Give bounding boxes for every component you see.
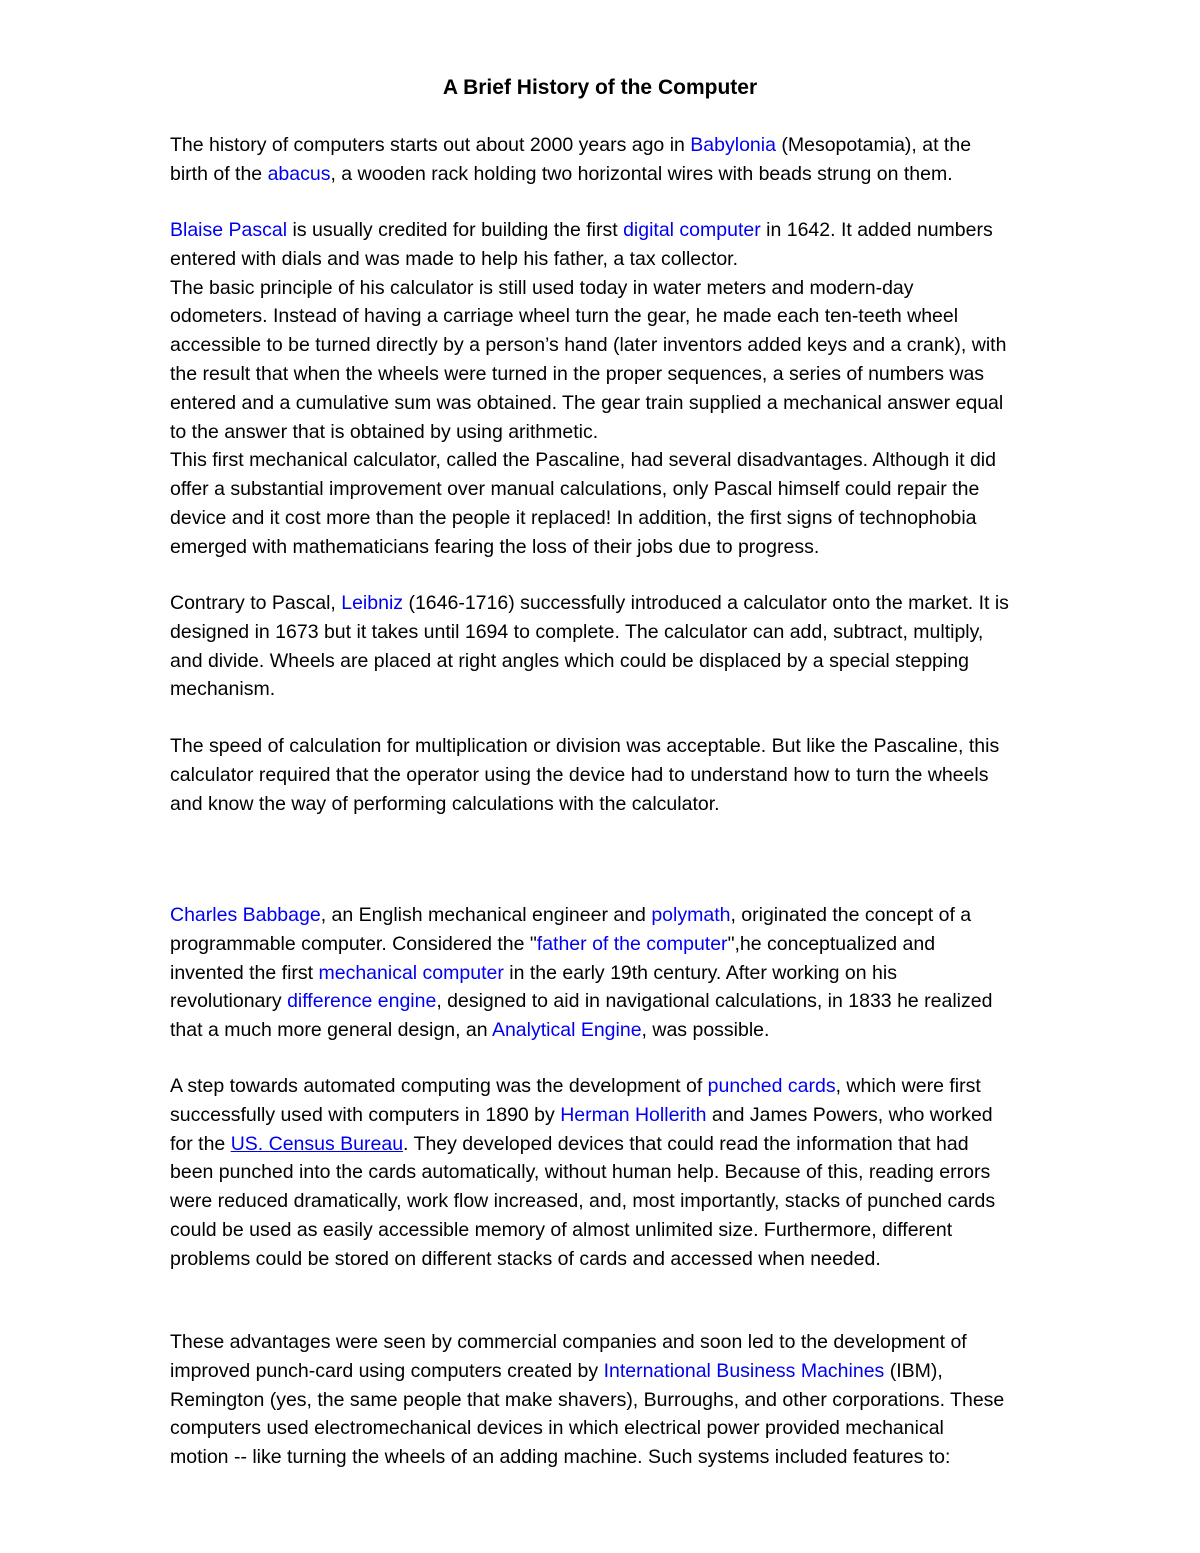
text-line: been punched into the cards automatically, without human help. Because of this, reading errors xyxy=(170,1161,991,1184)
text-line: for the US. Census Bureau. They developed devices that could read the information that had xyxy=(170,1132,969,1155)
link-abacus[interactable]: abacus xyxy=(267,162,331,185)
text-line: birth of the abacus, a wooden rack holding two horizontal wires with beads strung on them. xyxy=(170,162,953,185)
text-line: device and it cost more than the people it replaced! In addition, the first signs of technophobia xyxy=(170,506,977,529)
text-line: offer a substantial improvement over manual calculations, only Pascal himself could repair the xyxy=(170,478,980,501)
link-ibm[interactable]: International Business Machines xyxy=(603,1359,885,1382)
link-babylonia[interactable]: Babylonia xyxy=(690,134,776,156)
text-line: accessible to be turned directly by a person’s hand (later inventors added keys and a crank), with xyxy=(170,334,1007,357)
text-line: The speed of calculation for multiplication or division was acceptable. But like the Pascaline, this xyxy=(170,735,1000,757)
link-analytical-engine[interactable]: Analytical Engine xyxy=(491,1019,642,1042)
paragraph-babbage xyxy=(170,901,1110,1045)
text-line: Contrary to Pascal, Leibniz (1646-1716) successfully introduced a calculator onto the market. It is xyxy=(170,592,1009,614)
text-line: computers used electromechanical devices in which electrical power provided mechanical xyxy=(170,1417,944,1440)
paragraph-pascal xyxy=(170,216,1110,562)
text-line: These advantages were seen by commercial companies and soon led to the development of xyxy=(170,1331,967,1353)
link-us-census-bureau[interactable]: US. Census Bureau xyxy=(230,1132,404,1155)
text-line: A step towards automated computing was the development of punched cards, which were first xyxy=(170,1075,981,1097)
text-line: could be used as easily accessible memory of almost unlimited size. Furthermore, different xyxy=(170,1218,953,1241)
link-mechanical-computer[interactable]: mechanical computer xyxy=(318,961,504,984)
text-line: This first mechanical calculator, called the Pascaline, had several disadvantages. Although it did xyxy=(170,449,996,472)
text-line: that a much more general design, an Analytical Engine, was possible. xyxy=(170,1019,770,1042)
text-line: odometers. Instead of having a carriage wheel turn the gear, he made each ten-teeth wheel xyxy=(170,305,959,328)
text-line: motion -- like turning the wheels of an adding machine. Such systems included features to: xyxy=(170,1446,951,1469)
link-charles-babbage[interactable]: Charles Babbage xyxy=(170,904,321,926)
paragraph-punched-cards xyxy=(170,1072,1110,1274)
link-difference-engine[interactable]: difference engine xyxy=(287,990,437,1013)
text-line: entered with dials and was made to help his father, a tax collector. xyxy=(170,247,738,270)
text-line: improved punch-card using computers created by International Business Machines (IBM), xyxy=(170,1359,943,1382)
text-line: revolutionary difference engine, designed to aid in navigational calculations, in 1833 he realized xyxy=(170,990,993,1013)
text-line: designed in 1673 but it takes until 1694 to complete. The calculator can add, subtract, multiply, xyxy=(170,620,984,643)
link-herman-hollerith[interactable]: Herman Hollerith xyxy=(560,1103,707,1126)
link-blaise-pascal[interactable]: Blaise Pascal xyxy=(170,219,288,241)
text-line: The history of computers starts out about 2000 years ago in Babylonia (Mesopotamia), at the xyxy=(170,134,972,156)
text-line: problems could be stored on different stacks of cards and accessed when needed. xyxy=(170,1247,881,1270)
text-line: and know the way of performing calculations with the calculator. xyxy=(170,792,720,815)
link-leibniz[interactable]: Leibniz xyxy=(341,592,404,614)
text-line: mechanism. xyxy=(170,678,276,701)
text-line: entered and a cumulative sum was obtained. The gear train supplied a mechanical answer equal xyxy=(170,391,1004,414)
link-polymath[interactable]: polymath xyxy=(651,904,731,926)
text-line: Charles Babbage, an English mechanical engineer and polymath, originated the concept of a xyxy=(170,904,972,926)
text-line: were reduced dramatically, work flow increased, and, most importantly, stacks of punched cards xyxy=(170,1190,996,1213)
link-father-of-the-computer[interactable]: father of the computer xyxy=(536,932,728,955)
text-line: invented the first mechanical computer in the early 19th century. After working on his xyxy=(170,961,897,984)
text-line: to the answer that is obtained by using arithmetic. xyxy=(170,420,599,443)
text-line: emerged with mathematicians fearing the loss of their jobs due to progress. xyxy=(170,535,820,558)
text-line: the result that when the wheels were turned in the proper sequences, a series of numbers was xyxy=(170,362,985,385)
paragraph-commercial xyxy=(170,1328,1110,1472)
text-line: Blaise Pascal is usually credited for building the first digital computer in 1642. It added numbers xyxy=(170,219,993,241)
text-line: programmable computer. Considered the "father of the computer",he conceptualized and xyxy=(170,932,936,955)
text-line: Remington (yes, the same people that make shavers), Burroughs, and other corporations. These xyxy=(170,1388,1005,1411)
text-line: The basic principle of his calculator is still used today in water meters and modern-day xyxy=(170,276,914,299)
text-line: calculator required that the operator using the device had to understand how to turn the wheels xyxy=(170,763,989,786)
link-digital-computer[interactable]: digital computer xyxy=(623,219,761,241)
document-title: A Brief History of the Computer xyxy=(442,76,758,99)
link-punched-cards[interactable]: punched cards xyxy=(707,1075,836,1097)
paragraph-leibniz xyxy=(170,589,1110,704)
paragraph-speed xyxy=(170,732,1110,818)
text-line: successfully used with computers in 1890 by Herman Hollerith and James Powers, who worked xyxy=(170,1103,993,1126)
text-line: and divide. Wheels are placed at right angles which could be displaced by a special stepping xyxy=(170,649,969,672)
paragraph-abacus xyxy=(170,131,1110,189)
